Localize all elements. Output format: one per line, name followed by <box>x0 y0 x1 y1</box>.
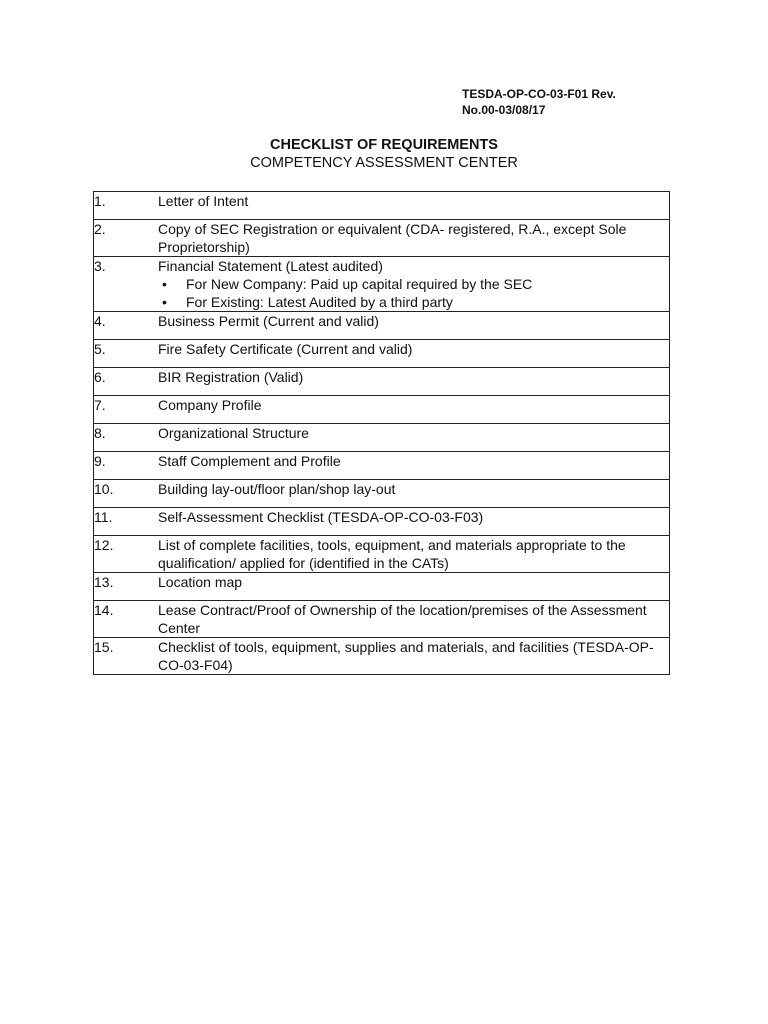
requirement-text: Business Permit (Current and valid) <box>158 313 379 329</box>
requirement-cell <box>158 573 670 601</box>
requirement-cell <box>158 368 670 396</box>
requirement-text: Lease Contract/Proof of Ownership of the location/premises of the Assessment Center <box>158 602 647 636</box>
requirement-text: Checklist of tools, equipment, supplies and materials, and facilities (TESDA-OP-CO-03-F04) <box>158 639 654 673</box>
table-row <box>94 192 670 220</box>
requirement-number: 2. <box>94 220 159 257</box>
table-row <box>94 312 670 340</box>
requirement-cell <box>158 257 670 312</box>
requirement-number: 5. <box>94 340 159 368</box>
document-code <box>462 86 616 118</box>
requirement-cell <box>158 340 670 368</box>
requirement-cell <box>158 508 670 536</box>
requirement-text: Company Profile <box>158 397 262 413</box>
table-row <box>94 396 670 424</box>
requirement-text: Copy of SEC Registration or equivalent (CDA- registered, R.A., except Sole Proprietorship) <box>158 221 627 255</box>
requirement-bullet-list <box>158 275 669 311</box>
requirement-cell <box>158 638 670 675</box>
table-row <box>94 452 670 480</box>
requirement-cell <box>158 601 670 638</box>
requirement-cell <box>158 452 670 480</box>
bullet-text: For New Company: Paid up capital required by the SEC <box>186 276 533 292</box>
requirement-number: 8. <box>94 424 159 452</box>
requirements-table-body <box>94 192 670 675</box>
table-row <box>94 638 670 675</box>
page-title: CHECKLIST OF REQUIREMENTS <box>270 137 498 153</box>
page-subtitle: COMPETENCY ASSESSMENT CENTER <box>250 155 518 171</box>
bullet-text: For Existing: Latest Audited by a third party <box>186 294 453 310</box>
bullet-icon: • <box>162 276 167 292</box>
requirement-number: 10. <box>94 480 159 508</box>
requirement-cell <box>158 192 670 220</box>
requirement-cell <box>158 480 670 508</box>
requirement-cell <box>158 424 670 452</box>
requirement-number: 13. <box>94 573 159 601</box>
requirement-number: 6. <box>94 368 159 396</box>
table-row <box>94 257 670 312</box>
requirement-bullet-item <box>158 275 669 293</box>
requirement-number: 3. <box>94 257 159 312</box>
requirement-text: Financial Statement (Latest audited) <box>158 258 383 274</box>
requirement-bullet-item <box>158 293 669 311</box>
table-row <box>94 573 670 601</box>
requirements-table <box>93 191 670 675</box>
document-code-line-1: TESDA-OP-CO-03-F01 Rev. <box>462 87 616 101</box>
requirement-cell <box>158 220 670 257</box>
requirement-text: Organizational Structure <box>158 425 309 441</box>
table-row <box>94 508 670 536</box>
requirement-number: 7. <box>94 396 159 424</box>
requirement-text: Building lay-out/floor plan/shop lay-out <box>158 481 396 497</box>
requirement-number: 12. <box>94 536 159 573</box>
requirement-text: Location map <box>158 574 243 590</box>
table-row <box>94 220 670 257</box>
requirement-number: 9. <box>94 452 159 480</box>
requirement-cell <box>158 312 670 340</box>
table-row <box>94 368 670 396</box>
requirement-number: 4. <box>94 312 159 340</box>
requirement-text: BIR Registration (Valid) <box>158 369 304 385</box>
requirement-number: 15. <box>94 638 159 675</box>
requirement-text: Fire Safety Certificate (Current and valid) <box>158 341 413 357</box>
table-row <box>94 536 670 573</box>
requirement-text: Staff Complement and Profile <box>158 453 341 469</box>
requirement-cell <box>158 536 670 573</box>
table-row <box>94 480 670 508</box>
requirement-cell <box>158 396 670 424</box>
requirement-number: 11. <box>94 508 159 536</box>
requirement-text: Self-Assessment Checklist (TESDA-OP-CO-03-F03) <box>158 509 484 525</box>
requirement-number: 1. <box>94 192 159 220</box>
bullet-icon: • <box>162 294 167 310</box>
document-code-line-2: No.00-03/08/17 <box>462 103 546 117</box>
table-row <box>94 340 670 368</box>
requirement-text: Letter of Intent <box>158 193 249 209</box>
table-row <box>94 601 670 638</box>
requirement-text: List of complete facilities, tools, equipment, and materials appropriate to the qualification/ applied for (identified in the CATs) <box>158 537 626 571</box>
requirement-number: 14. <box>94 601 159 638</box>
table-row <box>94 424 670 452</box>
